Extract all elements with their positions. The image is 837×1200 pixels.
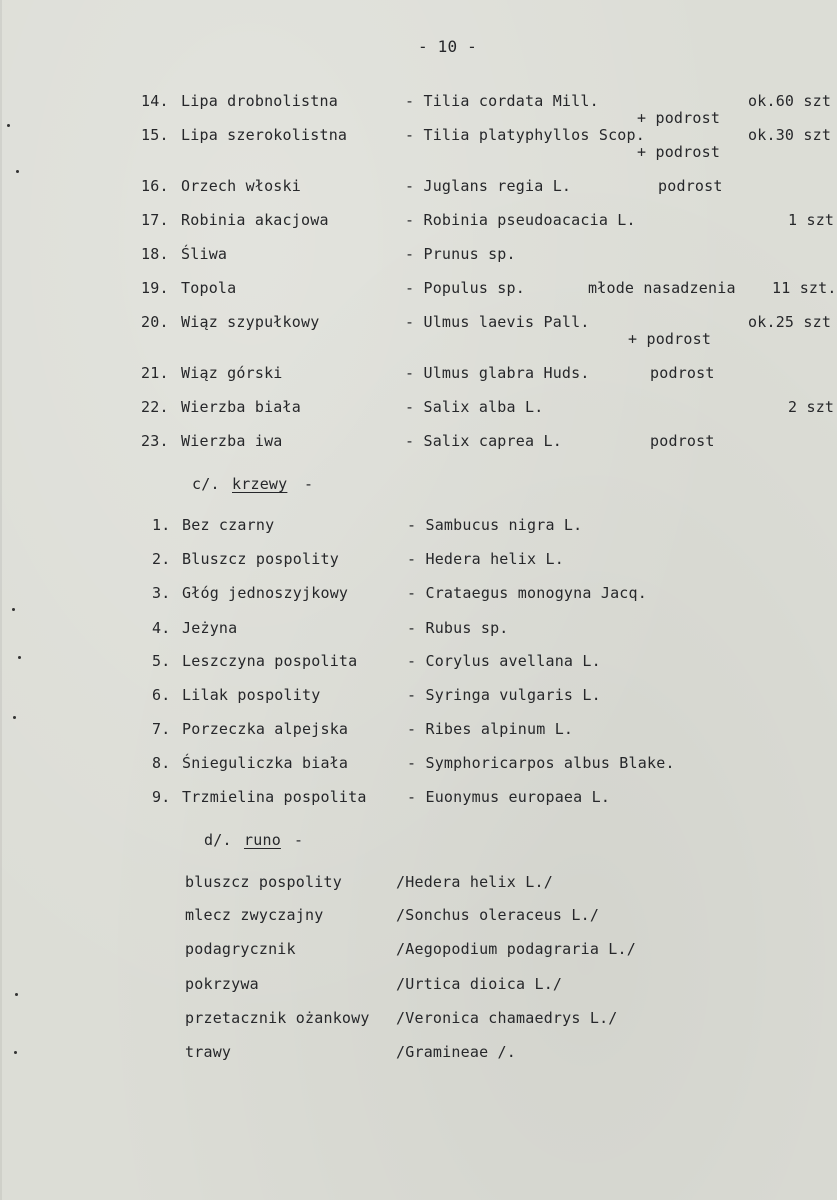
shrub-num: 1. [152,516,171,534]
runo-heading-title: runo [244,831,281,849]
tree-note: podrost [650,432,715,450]
shrub-num: 7. [152,720,171,738]
tree-name: Lipa szerokolistna [181,126,348,144]
shrub-name: Porzeczka alpejska [182,720,349,738]
tree-latin: - Ulmus laevis Pall. [405,313,590,331]
tree-num: 21. [141,364,169,382]
tree-count: ok.25 szt [748,313,832,331]
page-edge-shadow [0,0,2,1200]
tree-num: 16. [141,177,169,195]
shrub-latin: - Symphoricarpos albus Blake. [407,754,675,772]
tree-note: podrost [658,177,723,195]
tree-name: Lipa drobnolistna [181,92,338,110]
tree-count: 2 szt [788,398,835,416]
scan-speck [15,993,18,996]
tree-latin: - Juglans regia L. [405,177,572,195]
runo-name: bluszcz pospolity [185,873,342,891]
scan-speck [12,608,15,611]
tree-num: 20. [141,313,169,331]
shrub-num: 3. [152,584,171,602]
tree-latin: - Salix caprea L. [405,432,562,450]
shrub-name: Lilak pospolity [182,686,321,704]
tree-latin: - Tilia platyphyllos Scop. [405,126,645,144]
tree-latin: - Robinia pseudoacacia L. [405,211,636,229]
tree-num: 19. [141,279,169,297]
shrubs-heading-suffix: - [304,475,314,493]
tree-name: Wierzba biała [181,398,301,416]
tree-latin: - Tilia cordata Mill. [405,92,599,110]
tree-name: Topola [181,279,237,297]
tree-name: Wiąz szypułkowy [181,313,320,331]
shrub-name: Głóg jednoszyjkowy [182,584,349,602]
tree-name: Orzech włoski [181,177,301,195]
runo-latin: /Hedera helix L./ [396,873,553,891]
shrub-name: Bez czarny [182,516,275,534]
scan-speck [7,124,10,127]
shrub-name: Śnieguliczka biała [182,754,349,772]
tree-note: + podrost [637,109,721,127]
runo-latin: /Gramineae /. [396,1043,516,1061]
scan-speck [14,1051,17,1054]
runo-heading-prefix: d/. [204,831,232,849]
shrub-latin: - Syringa vulgaris L. [407,686,601,704]
shrub-num: 4. [152,619,171,637]
tree-count: ok.30 szt [748,126,832,144]
shrub-latin: - Rubus sp. [407,619,509,637]
shrub-name: Trzmielina pospolita [182,788,367,806]
runo-name: trawy [185,1043,232,1061]
runo-latin: /Veronica chamaedrys L./ [396,1009,618,1027]
scan-speck [18,656,21,659]
tree-latin: - Ulmus glabra Huds. [405,364,590,382]
runo-latin: /Urtica dioica L./ [396,975,563,993]
tree-note: + podrost [628,330,712,348]
tree-latin: - Salix alba L. [405,398,544,416]
shrubs-heading-title: krzewy [232,475,288,493]
tree-note: podrost [650,364,715,382]
tree-name: Śliwa [181,245,228,263]
scan-speck [13,716,16,719]
tree-num: 18. [141,245,169,263]
tree-num: 17. [141,211,169,229]
tree-latin: - Prunus sp. [405,245,516,263]
shrub-name: Bluszcz pospolity [182,550,339,568]
page-number: - 10 - [418,37,477,56]
shrub-num: 5. [152,652,171,670]
runo-name: pokrzywa [185,975,259,993]
tree-note: + podrost [637,143,721,161]
shrub-latin: - Hedera helix L. [407,550,564,568]
shrub-num: 6. [152,686,171,704]
shrub-num: 9. [152,788,171,806]
shrub-num: 8. [152,754,171,772]
shrub-num: 2. [152,550,171,568]
shrub-latin: - Corylus avellana L. [407,652,601,670]
runo-latin: /Aegopodium podagraria L./ [396,940,636,958]
tree-num: 14. [141,92,169,110]
shrub-latin: - Euonymus europaea L. [407,788,611,806]
runo-name: podagrycznik [185,940,296,958]
tree-count: 1 szt [788,211,835,229]
scan-speck [16,170,19,173]
runo-latin: /Sonchus oleraceus L./ [396,906,600,924]
tree-count: ok.60 szt [748,92,832,110]
shrubs-heading-prefix: c/. [192,475,220,493]
tree-latin: - Populus sp. [405,279,525,297]
shrub-latin: - Sambucus nigra L. [407,516,583,534]
tree-name: Wiąz górski [181,364,283,382]
tree-count: 11 szt. [772,279,837,297]
shrub-latin: - Crataegus monogyna Jacq. [407,584,647,602]
shrub-name: Jeżyna [182,619,238,637]
shrub-name: Leszczyna pospolita [182,652,358,670]
shrub-latin: - Ribes alpinum L. [407,720,574,738]
runo-name: mlecz zwyczajny [185,906,324,924]
runo-heading-suffix: - [294,831,304,849]
tree-num: 22. [141,398,169,416]
tree-name: Robinia akacjowa [181,211,329,229]
tree-num: 23. [141,432,169,450]
tree-num: 15. [141,126,169,144]
tree-name: Wierzba iwa [181,432,283,450]
tree-note: młode nasadzenia [588,279,736,297]
runo-name: przetacznik ożankowy [185,1009,370,1027]
